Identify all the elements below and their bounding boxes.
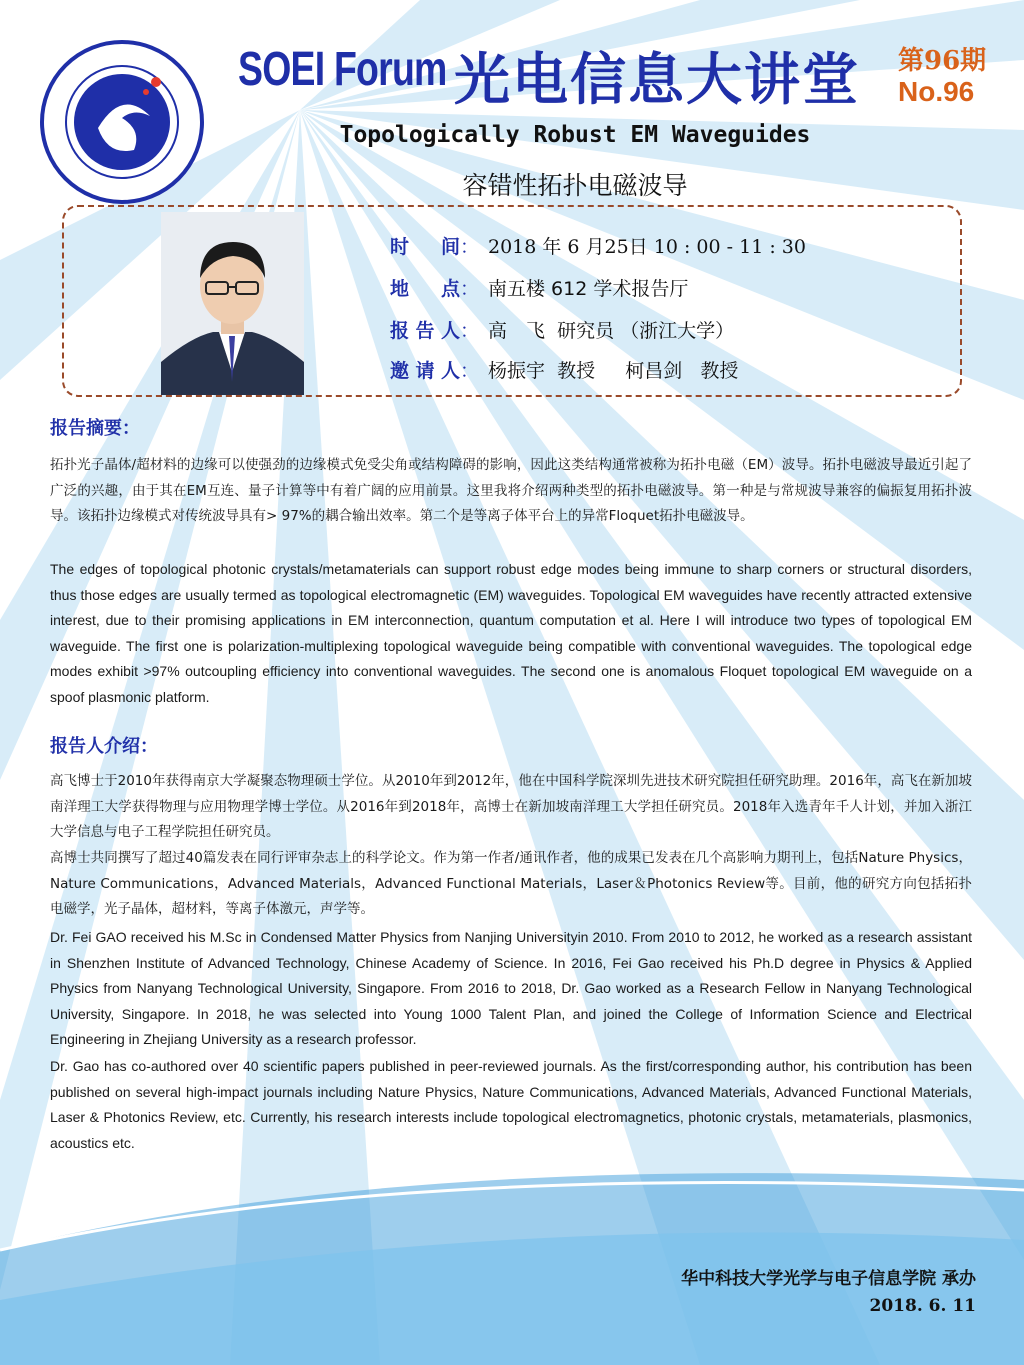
issue-number-en: No.96 [898, 76, 975, 107]
place-value: 南五楼 612 学术报告厅 [488, 278, 689, 300]
abstract-cn: 拓扑光子晶体/超材料的边缘可以使强劲的边缘模式免受尖角或结构障碍的影响，因此这类结构通常被称为拓扑电磁（EM）波导。拓扑电磁波导最近引起了广泛的兴趣，由于其在EM互连、量子计算等中有着广阔的应用前景。这里我将介绍两种类型的拓扑电磁波导。第一种是与常规波导兼容的偏振复用拓扑波导。该拓扑边缘模式对传统波导具有> 97%的耦合输出效率。第二个是等离子体平台上的异常Floquet拓扑电磁波导。 [50, 457, 972, 525]
info-host [390, 356, 738, 383]
info-speaker [390, 316, 734, 343]
issue-number-cn: 第96期 [898, 46, 987, 76]
abstract-heading: 报告摘要： [50, 418, 140, 439]
speaker-value: 高 飞 研究员 （浙江大学） [488, 320, 735, 342]
time-value: 2018 年 6 月25日 10 : 00 - 11 : 30 [488, 236, 806, 258]
speaker-photo [161, 212, 304, 395]
forum-title-cn: 光电信息大讲堂 [454, 48, 860, 113]
place-colon: ： [460, 278, 480, 300]
info-time [390, 232, 806, 259]
talk-title-cn: 容错性拓扑电磁波导 [462, 171, 688, 200]
talk-title-en: Topologically Robust EM Waveguides [339, 122, 811, 148]
organizer: 华中科技大学光学与电子信息学院 承办 [681, 1269, 976, 1289]
bio-en-1: Dr. Fei GAO received his M.Sc in Condensed Matter Physics from Nanjing Universityin 2010. From 2010 to 2012, he worked as a research assistant in Shenzhen Institute of Advanced Technology, Chinese Academy of Science. In 2016, Fei Gao received his Ph.D degree in Physics & Applied Physics from Nanyang Technological University, Singapore. From 2016 to 2018, Dr. Gao worked as a Research Fellow in Nanyang Technological University, Singapore. In 2018, he was selected into Young 1000 Talent Plan, and joined the College of Information Science and Electrical Engineering in Zhejiang University as a research professor. [50, 929, 972, 1048]
bio-en-2: Dr. Gao has co-authored over 40 scientific papers published in peer-reviewed journals. As the first/corresponding author, his contribution has been published on several high-impact journals including Nature Physics, Nature Communications, Advanced Materials, Advanced Functional Materials, Laser & Photonics Review, etc. Currently, his research interests include topological electromagnetics, photonic crystals, metamaterials, plasmonics, acoustics etc. [50, 1058, 972, 1151]
bio-cn-2: 高博士共同撰写了超过40篇发表在同行评审杂志上的科学论文。作为第一作者/通讯作者，他的成果已发表在几个高影响力期刊上，包括Nature Physics，Nature Communications，Advanced Materials，Advanced Functional Materials，Laser＆Photonics Review等。目前，他的研究方向包括拓扑电磁学，光子晶体，超材料，等离子体激元，声学等。 [50, 850, 972, 918]
place-label: 地 点 [390, 278, 460, 300]
abstract-en: The edges of topological photonic crystals/metamaterials can support robust edge modes being immune to sharp corners or structural disorders, thus those edges are usually termed as topological electromagnetic (EM) waveguides. Topological EM waveguides have recently attracted extensive interest, due to their promising applications in EM interconnection, quantum computation et al. Here I will introduce two types of topological EM waveguide. The first one is polarization-multiplexing topological waveguide being compatible with conventional waveguides. The topological edge modes exhibit >97% outcoupling efficiency into conventional waveguides. The second one is anomalous Floquet topological EM waveguide on a spoof plasmonic platform. [50, 561, 972, 705]
speaker-label: 报告人 [390, 320, 460, 342]
info-place [390, 274, 688, 301]
host-colon: ： [460, 360, 480, 382]
speaker-colon: ： [460, 320, 480, 342]
forum-title-en: SOEI Forum [238, 43, 447, 96]
bio-cn-1: 高飞博士于2010年获得南京大学凝聚态物理硕士学位。从2010年到2012年，他在中国科学院深圳先进技术研究院担任研究助理。2016年，高飞在新加坡南洋理工大学获得物理与应用物理学博士学位。从2016年到2018年，高博士在新加坡南洋理工大学担任研究员。2018年入选青年千人计划，并加入浙江大学信息与电子工程学院担任研究员。 [50, 773, 972, 841]
time-label: 时 间 [390, 236, 460, 258]
publish-date: 2018. 6. 11 [869, 1296, 976, 1316]
time-colon: ： [460, 236, 480, 258]
host-label: 邀请人 [390, 360, 460, 382]
bio-heading: 报告人介绍： [50, 736, 158, 757]
host-value: 杨振宇 教授 柯昌剑 教授 [488, 360, 739, 382]
